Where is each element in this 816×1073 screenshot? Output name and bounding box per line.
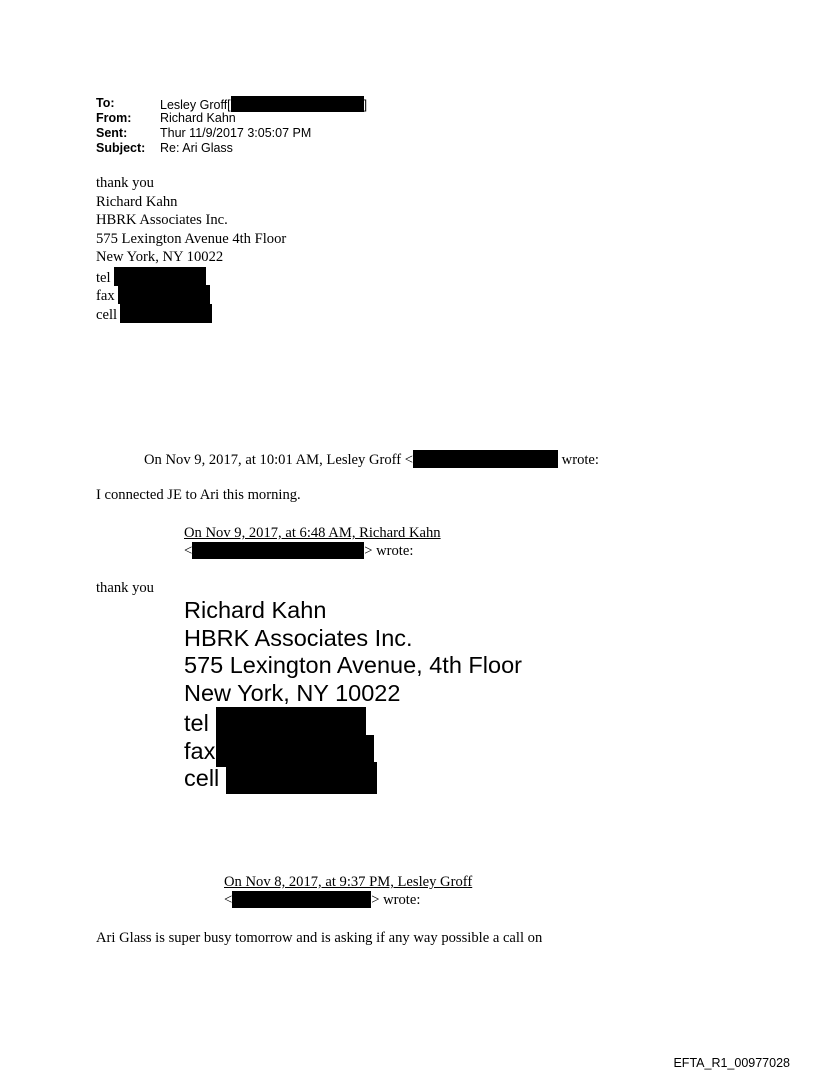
quote2-signature: [184, 597, 522, 790]
redaction-box: [413, 450, 558, 468]
signature-name: Richard Kahn: [184, 597, 327, 623]
reply-body: [96, 174, 286, 322]
redaction-box: [232, 891, 371, 908]
quote3-intro-close: > wrote:: [371, 892, 421, 908]
to-label: To:: [96, 96, 115, 110]
quote2-intro-line1: On Nov 9, 2017, at 6:48 AM, Richard Kahn: [184, 525, 441, 541]
redaction-box: [226, 762, 377, 794]
redaction-box: [192, 542, 364, 559]
redaction-box: [114, 267, 206, 286]
quote3-text: Ari Glass is super busy tomorrow and is asking if any way possible a call on: [96, 930, 543, 946]
quote3-intro-open: <: [224, 892, 233, 908]
quote1-intro-prefix: On Nov 9, 2017, at 10:01 AM, Lesley Groff <: [144, 452, 414, 468]
redaction-box: [231, 96, 364, 112]
quote1-intro: [144, 450, 599, 469]
quote1-intro-suffix: wrote:: [561, 452, 599, 468]
signature-name: Richard Kahn: [96, 193, 178, 210]
tel-label: tel: [96, 269, 111, 286]
quote3-intro-line1: On Nov 8, 2017, at 9:37 PM, Lesley Groff: [224, 874, 473, 890]
quote1-text: I connected JE to Ari this morning.: [96, 487, 301, 503]
signature-address-line1: 575 Lexington Avenue 4th Floor: [96, 230, 287, 247]
quote2-intro-close: > wrote:: [364, 543, 414, 559]
to-close: ]: [363, 98, 368, 112]
sent-label: Sent:: [96, 126, 128, 140]
quote3-intro-line2: [224, 891, 472, 909]
quote2-text: thank you: [96, 580, 154, 596]
quote2-intro: [184, 524, 441, 560]
signature-fax: [184, 735, 522, 763]
from-value: Richard Kahn: [160, 111, 236, 125]
redaction-box: [120, 304, 212, 323]
fax-label: fax: [184, 737, 216, 764]
sent-value: Thur 11/9/2017 3:05:07 PM: [160, 126, 312, 140]
quote3-intro: [224, 873, 472, 909]
signature-address-line2: New York, NY 10022: [96, 249, 224, 265]
from-label: From:: [96, 111, 132, 125]
document-id: EFTA_R1_00977028: [673, 1056, 790, 1070]
signature-cell: [184, 762, 522, 790]
subject-value: Re: Ari Glass: [160, 141, 233, 155]
signature-address-line1: 575 Lexington Avenue, 4th Floor: [184, 652, 522, 678]
signature-cell: [96, 304, 286, 323]
tel-label: tel: [184, 710, 209, 736]
reply-text: thank you: [96, 175, 154, 191]
subject-label: Subject:: [96, 141, 146, 155]
signature-company: HBRK Associates Inc.: [184, 624, 413, 651]
cell-label: cell: [184, 765, 220, 791]
signature-tel: [184, 707, 522, 735]
signature-company: HBRK Associates Inc.: [96, 212, 228, 228]
to-name: Lesley Groff[: [160, 98, 231, 112]
quote2-intro-line2: [184, 542, 441, 560]
quote2-intro-open: <: [184, 543, 193, 559]
fax-label: fax: [96, 288, 115, 304]
signature-fax: [96, 285, 286, 304]
signature-address-line2: New York, NY 10022: [184, 679, 401, 706]
redaction-box: [118, 285, 210, 304]
cell-label: cell: [96, 306, 118, 323]
signature-tel: [96, 267, 286, 286]
